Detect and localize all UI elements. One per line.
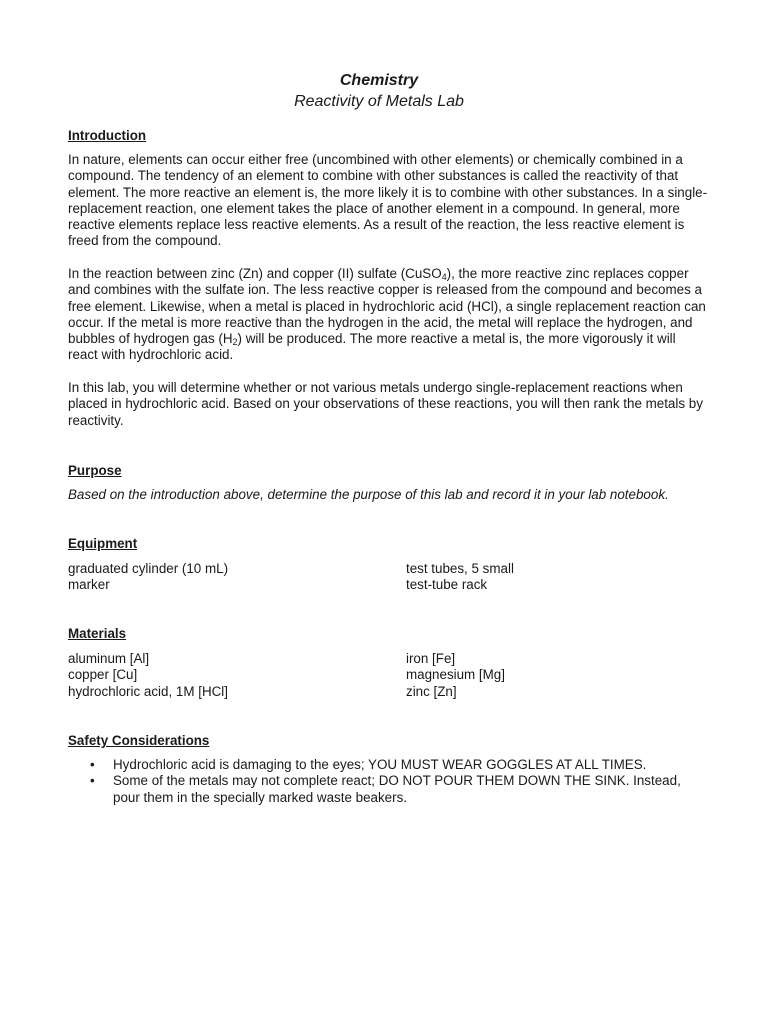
purpose-text: Based on the introduction above, determine the purpose of this lab and record it in your lab notebook. <box>68 487 669 502</box>
document-title: Chemistry <box>339 72 419 89</box>
safety-item-text: Hydrochloric acid is damaging to the eyes; YOU MUST WEAR GOGGLES AT ALL TIMES. <box>113 757 647 772</box>
safety-list <box>68 757 708 806</box>
safety-item <box>68 757 708 773</box>
paragraph-2-text-a: In the reaction between zinc (Zn) and copper (II) sulfate (CuSO <box>68 266 442 281</box>
materials-heading: Materials <box>68 626 127 641</box>
material-item: aluminum [Al] <box>68 651 150 666</box>
equipment-item: graduated cylinder (10 mL) <box>68 561 229 576</box>
document-subtitle: Reactivity of Metals Lab <box>294 93 464 110</box>
paragraph-2-text-c: ) will be produced. The more reactive a metal is, the more vigorously it will react with hydrochloric acid. <box>68 331 676 363</box>
material-item: magnesium [Mg] <box>406 667 505 683</box>
bullet-icon: • <box>90 773 95 789</box>
hydrogen-subscript: 2 <box>232 337 238 348</box>
equipment-item: test tubes, 5 small <box>406 561 514 576</box>
materials-left-list <box>68 651 388 700</box>
document-page <box>68 0 708 1024</box>
equipment-item: test-tube rack <box>406 577 488 593</box>
equipment-left-list <box>68 561 388 594</box>
material-item: hydrochloric acid, 1M [HCl] <box>68 683 228 699</box>
paragraph-2-text-b: ), the more reactive zinc replaces copper and combines with the sulfate ion. The less reactive copper is released from the compound and becomes a free element. Likewise, when a metal is placed in hydrochloric acid (HCl), a single replacement reaction can occur. If the metal is more reactive than the hydrogen in the acid, the metal will replace the hydrogen, and bubbles of hydrogen gas (H <box>68 266 706 347</box>
equipment-heading: Equipment <box>68 536 138 551</box>
introduction-heading: Introduction <box>68 128 147 143</box>
bullet-icon: • <box>90 757 95 772</box>
equipment-item: marker <box>68 577 110 593</box>
safety-heading: Safety Considerations <box>68 733 210 748</box>
introduction-paragraph-2 <box>68 266 708 364</box>
materials-right-list <box>406 651 706 700</box>
safety-item <box>68 773 708 806</box>
sulfate-subscript: 4 <box>441 272 447 282</box>
material-item: copper [Cu] <box>68 667 138 683</box>
equipment-right-list <box>406 561 706 594</box>
introduction-paragraph-3: In this lab, you will determine whether or not various metals undergo single-replacement reactions when placed in hydrochloric acid. Based on your observations of these reactions, you will then rank the metals by reactivity. <box>68 380 703 428</box>
safety-item-text: Some of the metals may not complete react; DO NOT POUR THEM DOWN THE SINK. Instead, pour them in the specially marked waste beakers. <box>113 773 681 805</box>
material-item: iron [Fe] <box>406 651 456 666</box>
introduction-paragraph-1: In nature, elements can occur either free (uncombined with other elements) or chemically combined in a compound. The tendency of an element to combine with other substances is called the reactivity of that element. The more reactive an element is, the more likely it is to combine with other substances. In a single-replacement reaction, one element takes the place of another element in a compound. In general, more reactive elements replace less reactive elements. As a result of the reaction, the less reactive element is freed from the compound. <box>68 152 708 249</box>
purpose-heading: Purpose <box>68 463 122 478</box>
material-item: zinc [Zn] <box>406 683 457 699</box>
